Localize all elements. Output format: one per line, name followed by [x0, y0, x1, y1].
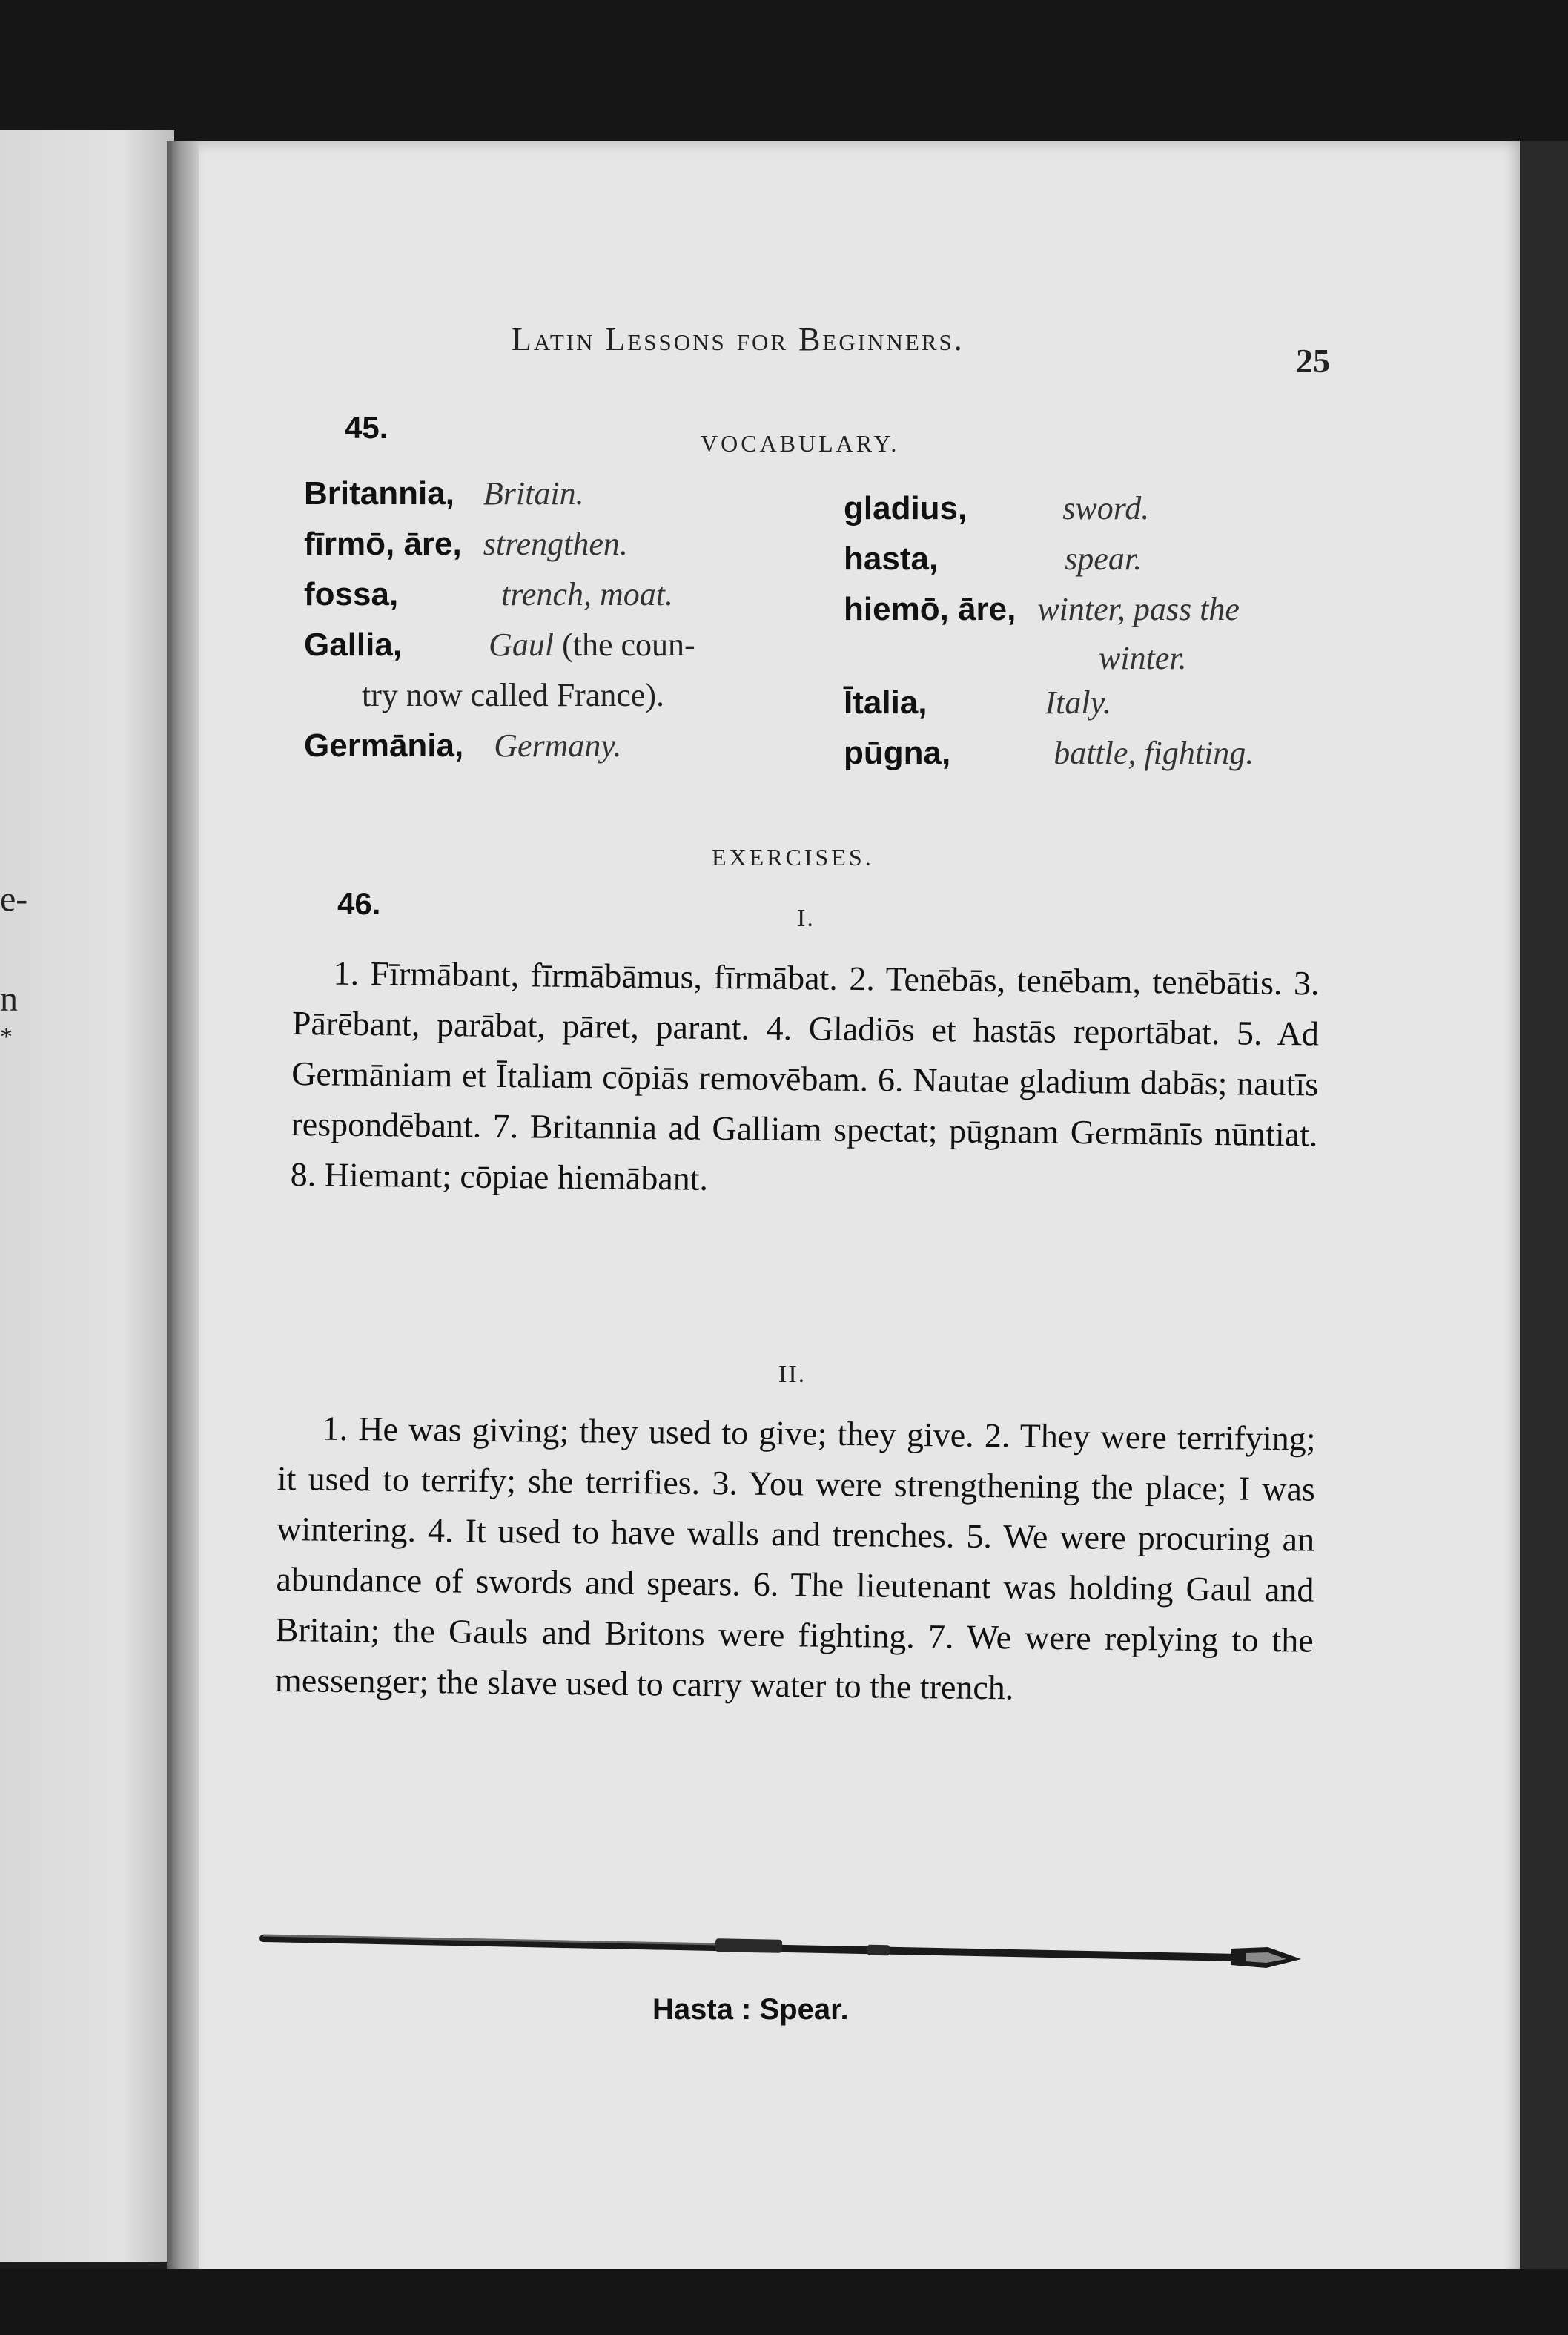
exercise-part-two-text: 1. He was giving; they used to give; they give. 2. They were terrifying; it used to terrify; she terrifies. 3. You were strengthening the place; I was wintering. 4. It used to have walls and trenches. 5. We were procuring an abundance of swords and spears. 6. The lieutenant was holding Gaul and Britain; the Gauls and Britons were fighting. 7. We were replying to the messenger; the slave used to carry water to the trench.: [274, 1409, 1316, 1707]
vocab-gloss: Italy.: [1045, 684, 1111, 721]
exercise-part-one-text: 1. Fīrmābant, fīrmābāmus, fīrmābat. 2. Tenēbās, tenēbam, tenēbātis. 3. Pārēbant, parābat, pāret, parant. 4. Gladiōs et hastās reportābat. 5. Ad Germāniam et Ītaliam cōpiās removēbam. 6. Nautae gladium dabās; nautīs respondēbant. 7. Britannia ad Galliam spectat; pūgnam Germānīs nūntiat. 8. Hiemant; cōpiae hiemābant.: [290, 954, 1320, 1198]
vocabulary-section-number: 45.: [345, 410, 388, 445]
page-number: 25: [1296, 342, 1330, 380]
scan-background-top: [0, 0, 1568, 148]
exercises-section-number: 46.: [337, 886, 381, 921]
vocab-gloss: Germany.: [494, 727, 622, 764]
spear-illustration: [259, 1920, 1312, 1980]
vocab-entry: [844, 540, 1142, 578]
facing-page: [0, 130, 174, 2262]
vocab-entry: [844, 590, 1240, 628]
vocab-gloss: spear.: [1065, 541, 1142, 577]
vocab-term: hasta,: [844, 541, 939, 577]
vocab-entry: [304, 475, 584, 512]
scan-background-bottom: [0, 2269, 1568, 2335]
illustration-caption: Hasta : Spear.: [652, 1993, 849, 2026]
running-title: Latin Lessons for Beginners.: [512, 321, 965, 357]
vocab-entry: [844, 489, 1149, 527]
vocabulary-heading: VOCABULARY.: [701, 430, 900, 457]
vocab-entry: [304, 727, 622, 764]
vocab-entry: [304, 525, 628, 563]
vocab-gloss: sword.: [1062, 490, 1150, 526]
scan-background-right: [1520, 141, 1568, 2291]
facing-page-fragment: n: [0, 980, 18, 1019]
vocab-term: Britannia,: [304, 475, 454, 512]
vocab-term: Germānia,: [304, 727, 464, 764]
vocab-entry: [844, 684, 1111, 721]
vocab-entry: [304, 626, 695, 664]
exercises-heading: EXERCISES.: [712, 844, 874, 871]
facing-page-fragment: e-: [0, 879, 28, 919]
vocab-gloss: Britain.: [483, 475, 584, 512]
vocab-entry: [844, 734, 1254, 772]
vocab-entry: [304, 575, 673, 613]
vocab-term: fīrmō, āre,: [304, 526, 462, 562]
vocab-term: gladius,: [844, 490, 967, 526]
vocab-term: pūgna,: [844, 735, 951, 771]
exercise-part-one-label: I.: [797, 905, 815, 932]
vocab-term: fossa,: [304, 576, 399, 612]
exercise-part-two-label: II.: [778, 1361, 807, 1388]
vocab-continuation: winter.: [1099, 640, 1187, 676]
vocab-note: (the coun-: [562, 627, 695, 663]
vocab-term: hiemō, āre,: [844, 591, 1016, 627]
vocab-gloss: trench, moat.: [501, 576, 673, 612]
vocab-gloss: battle, fighting.: [1053, 735, 1254, 771]
vocab-term: Ītalia,: [844, 684, 927, 721]
vocab-gloss: Gaul: [489, 627, 555, 663]
vocab-continuation: try now called France).: [362, 677, 665, 713]
vocab-term: Gallia,: [304, 627, 403, 663]
book-gutter: [167, 141, 200, 2276]
vocab-gloss: strengthen.: [483, 526, 628, 562]
facing-page-fragment: *: [0, 1023, 13, 1051]
vocab-gloss: winter, pass the: [1037, 591, 1240, 627]
